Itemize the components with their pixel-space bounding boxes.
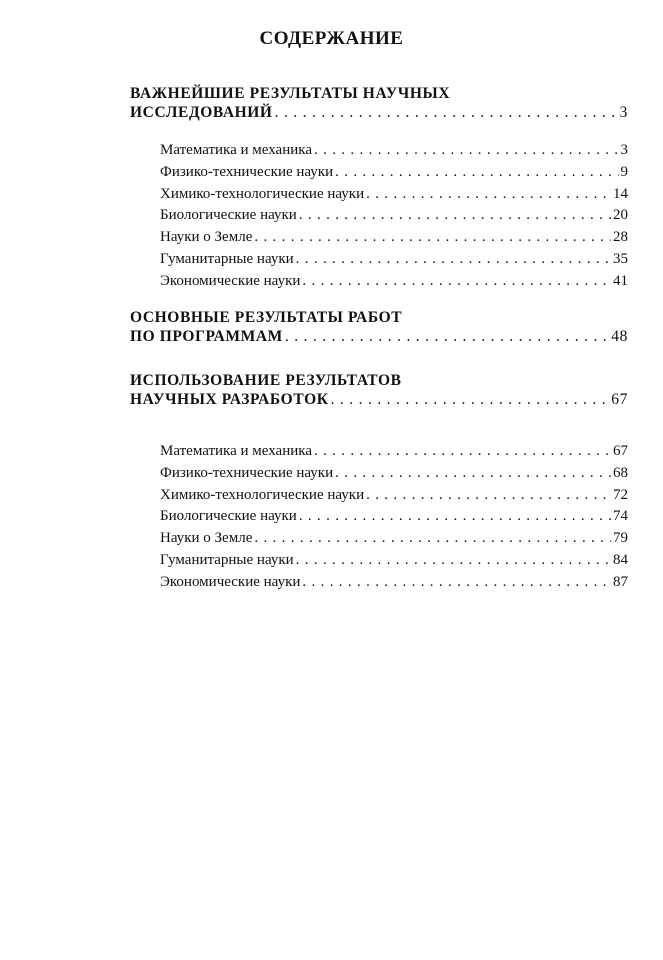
page-number: 67	[611, 391, 628, 408]
toc-section-use-of-results	[130, 371, 628, 409]
page-number: 72	[613, 486, 628, 503]
page-number: 41	[613, 272, 628, 289]
dot-leader	[314, 441, 611, 463]
entry-label: Экономические науки	[160, 272, 301, 289]
page-number: 79	[613, 530, 628, 547]
toc-entry[interactable]	[160, 162, 628, 184]
toc-entry[interactable]	[160, 227, 628, 249]
toc-entry[interactable]	[160, 184, 628, 206]
toc-section-important-results	[130, 84, 628, 122]
page-number: 67	[613, 443, 628, 459]
dot-leader	[299, 506, 611, 528]
dot-leader	[254, 227, 611, 249]
page-number: 14	[613, 185, 628, 202]
section-heading-entry[interactable]	[130, 103, 628, 122]
entry-label: Биологические науки	[160, 508, 297, 525]
dot-leader	[254, 528, 611, 550]
section-heading-line1: ОСНОВНЫЕ РЕЗУЛЬТАТЫ РАБОТ	[130, 309, 403, 326]
dot-leader	[335, 463, 611, 485]
dot-leader	[275, 103, 618, 122]
entry-label: Химико-технологические науки	[160, 486, 365, 503]
toc-entry[interactable]	[160, 271, 628, 293]
dot-leader	[296, 550, 611, 572]
entry-label: Науки о Земле	[160, 530, 253, 547]
section-heading-line2: ИССЛЕДОВАНИЙ	[130, 104, 273, 121]
entry-label: Гуманитарные науки	[160, 551, 294, 568]
page-number: 28	[613, 229, 628, 246]
dot-leader	[296, 249, 611, 271]
entry-label: Химико-технологические науки	[160, 185, 365, 202]
page-number: 87	[613, 573, 628, 590]
entry-label: Науки о Земле	[160, 229, 253, 246]
entry-label: Физико-технические науки	[160, 464, 334, 481]
section-heading-line2: НАУЧНЫХ РАЗРАБОТОК	[130, 391, 329, 408]
section-heading-line1: ИСПОЛЬЗОВАНИЕ РЕЗУЛЬТАТОВ	[130, 372, 402, 389]
entry-label: Экономические науки	[160, 573, 301, 590]
entry-label: Биологические науки	[160, 207, 297, 224]
dot-leader	[366, 184, 611, 206]
toc-subitems-use-of-results	[160, 441, 628, 594]
dot-leader	[366, 485, 611, 507]
toc-entry[interactable]	[160, 441, 628, 463]
toc-entry[interactable]	[160, 205, 628, 227]
page-number: 84	[613, 551, 628, 568]
dot-leader	[302, 271, 611, 293]
toc-entry[interactable]	[160, 463, 628, 485]
page-number: 9	[620, 163, 628, 180]
section-heading-line1: ВАЖНЕЙШИЕ РЕЗУЛЬТАТЫ НАУЧНЫХ	[130, 85, 451, 102]
dot-leader	[331, 390, 610, 409]
entry-label: Математика и механика	[160, 443, 312, 459]
toc-subitems-important-results	[160, 140, 628, 293]
page-number: 20	[613, 207, 628, 224]
entry-label: Математика и механика	[160, 142, 312, 158]
dot-leader	[285, 327, 609, 346]
page-number: 68	[613, 464, 628, 481]
toc-entry[interactable]	[160, 485, 628, 507]
section-heading-entry[interactable]	[130, 327, 628, 346]
dot-leader	[302, 572, 611, 594]
page-title: СОДЕРЖАНИЕ	[259, 28, 404, 49]
page-number: 48	[611, 328, 628, 345]
toc-section-program-results	[130, 308, 628, 346]
toc-entry[interactable]	[160, 140, 628, 162]
page-number: 35	[613, 250, 628, 267]
toc-entry[interactable]	[160, 249, 628, 271]
toc-entry[interactable]	[160, 572, 628, 594]
dot-leader	[314, 140, 619, 162]
page-number: 74	[613, 508, 628, 525]
page-number: 3	[619, 104, 628, 121]
toc-entry[interactable]	[160, 550, 628, 572]
toc-entry[interactable]	[160, 506, 628, 528]
entry-label: Физико-технические науки	[160, 163, 334, 180]
toc-entry[interactable]	[160, 528, 628, 550]
dot-leader	[299, 205, 611, 227]
dot-leader	[335, 162, 618, 184]
page-number: 3	[620, 142, 628, 158]
entry-label: Гуманитарные науки	[160, 250, 294, 267]
section-heading-entry[interactable]	[130, 390, 628, 409]
section-heading-line2: ПО ПРОГРАММАМ	[130, 328, 283, 345]
